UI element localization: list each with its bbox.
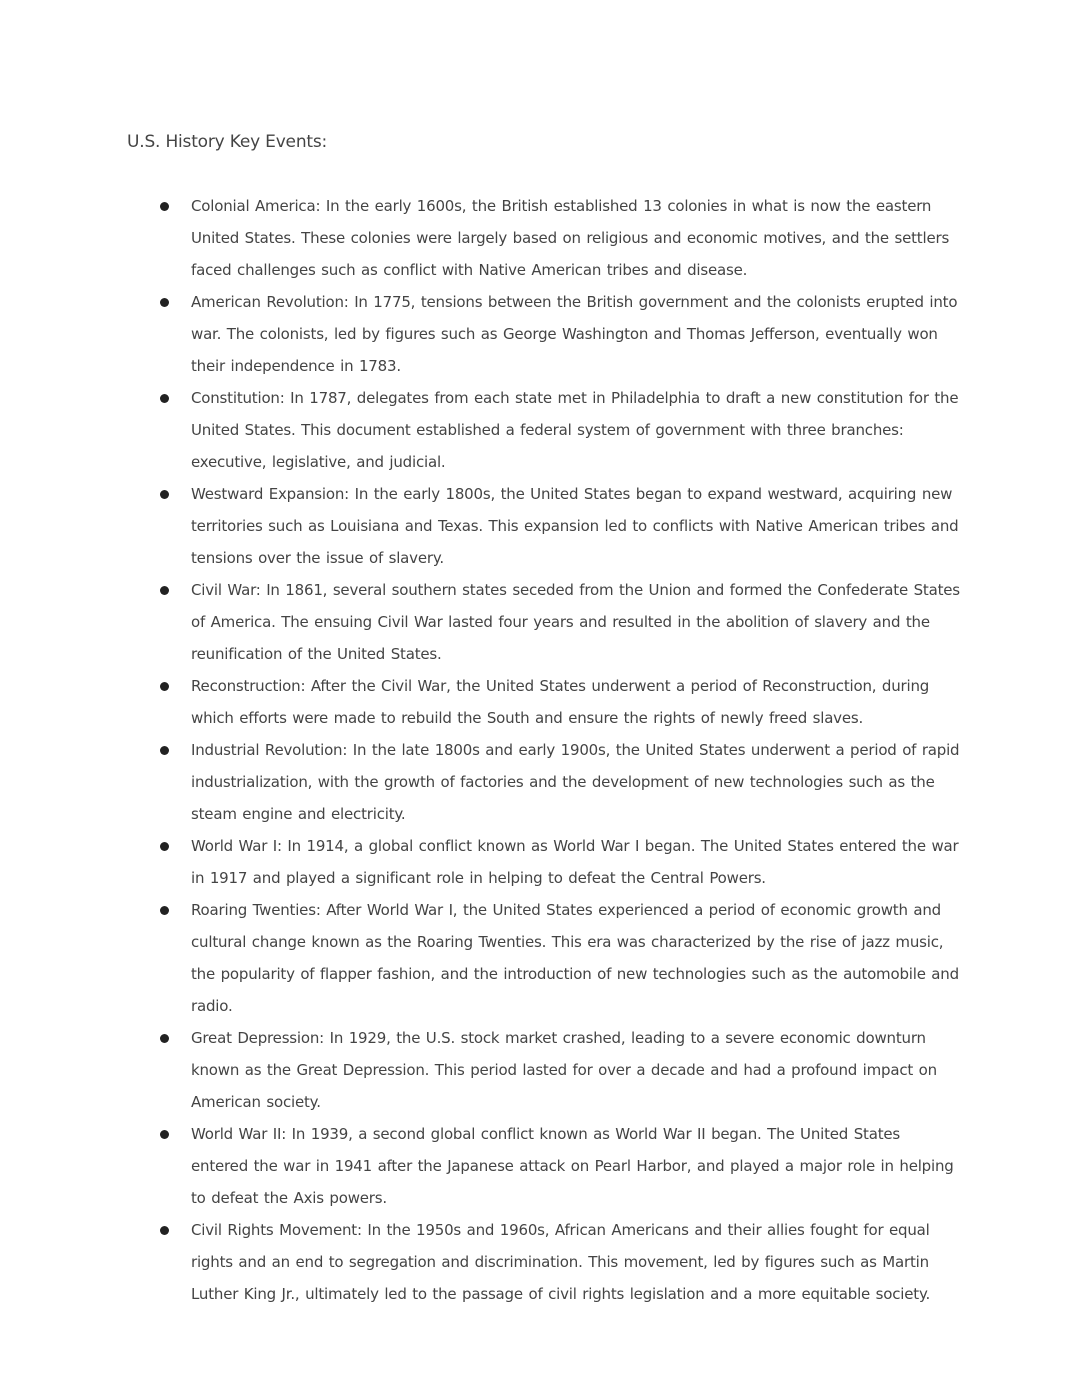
event-text: Civil War: In 1861, several southern states seceded from the Union and formed the Confederate States of America. The ensuing Civil War lasted four years and resulted in the abolition of slavery and the reunification of the United States. (191, 581, 960, 663)
list-item (160, 670, 960, 734)
list-item (160, 1118, 960, 1214)
event-text: World War I: In 1914, a global conflict known as World War I began. The United States entered the war in 1917 and played a significant role in helping to defeat the Central Powers. (191, 837, 959, 887)
event-text: Reconstruction: After the Civil War, the United States underwent a period of Reconstruction, during which efforts were made to rebuild the South and ensure the rights of newly freed slaves. (191, 677, 930, 727)
list-item (160, 830, 960, 894)
event-text: Westward Expansion: In the early 1800s, the United States began to expand westward, acquiring new territories such as Louisiana and Texas. This expansion led to conflicts with Native American tribes and tensions over the issue of slavery. (191, 485, 959, 567)
bullet-icon (160, 298, 169, 307)
bullet-icon (160, 1226, 169, 1235)
bullet-icon (160, 586, 169, 595)
bullet-icon (160, 1130, 169, 1139)
event-text: Constitution: In 1787, delegates from each state met in Philadelphia to draft a new constitution for the United States. This document established a federal system of government with three branches: executive, legislative, and judicial. (191, 389, 959, 471)
event-text: World War II: In 1939, a second global conflict known as World War II began. The United States entered the war in 1941 after the Japanese attack on Pearl Harbor, and played a major role in helping to defeat the Axis powers. (191, 1125, 954, 1207)
bullet-icon (160, 394, 169, 403)
event-text: American Revolution: In 1775, tensions between the British government and the colonists erupted into war. The colonists, led by figures such as George Washington and Thomas Jefferson, eventually won their independence in 1783. (191, 293, 958, 375)
list-item (160, 382, 960, 478)
bullet-icon (160, 490, 169, 499)
list-item (160, 1214, 960, 1310)
event-text: Civil Rights Movement: In the 1950s and 1960s, African Americans and their allies fought for equal rights and an end to segregation and discrimination. This movement, led by figures such as Martin Luther King Jr., ultimately led to the passage of civil rights legislation and a more equitable society. (191, 1221, 931, 1303)
event-text: Roaring Twenties: After World War I, the United States experienced a period of economic growth and cultural change known as the Roaring Twenties. This era was characterized by the rise of jazz music, the popularity of flapper fashion, and the introduction of new technologies such as the automobile and radio. (191, 901, 959, 1015)
bullet-icon (160, 842, 169, 851)
bullet-icon (160, 202, 169, 211)
list-item (160, 894, 960, 1022)
list-item (160, 286, 960, 382)
bullet-icon (160, 682, 169, 691)
list-item (160, 478, 960, 574)
list-item (160, 574, 960, 670)
list-item (160, 190, 960, 286)
bullet-icon (160, 906, 169, 915)
event-text: Industrial Revolution: In the late 1800s and early 1900s, the United States underwent a period of rapid industrialization, with the growth of factories and the development of new technologies such as the steam engine and electricity. (191, 741, 960, 823)
bullet-icon (160, 1034, 169, 1043)
bullet-icon (160, 746, 169, 755)
event-list (160, 190, 960, 1310)
list-item (160, 1022, 960, 1118)
list-item (160, 734, 960, 830)
event-text: Great Depression: In 1929, the U.S. stock market crashed, leading to a severe economic downturn known as the Great Depression. This period lasted for over a decade and had a profound impact on American society. (191, 1029, 937, 1111)
event-text: Colonial America: In the early 1600s, the British established 13 colonies in what is now the eastern United States. These colonies were largely based on religious and economic motives, and the settlers faced challenges such as conflict with Native American tribes and disease. (191, 197, 950, 279)
document-title: U.S. History Key Events: (127, 132, 328, 152)
